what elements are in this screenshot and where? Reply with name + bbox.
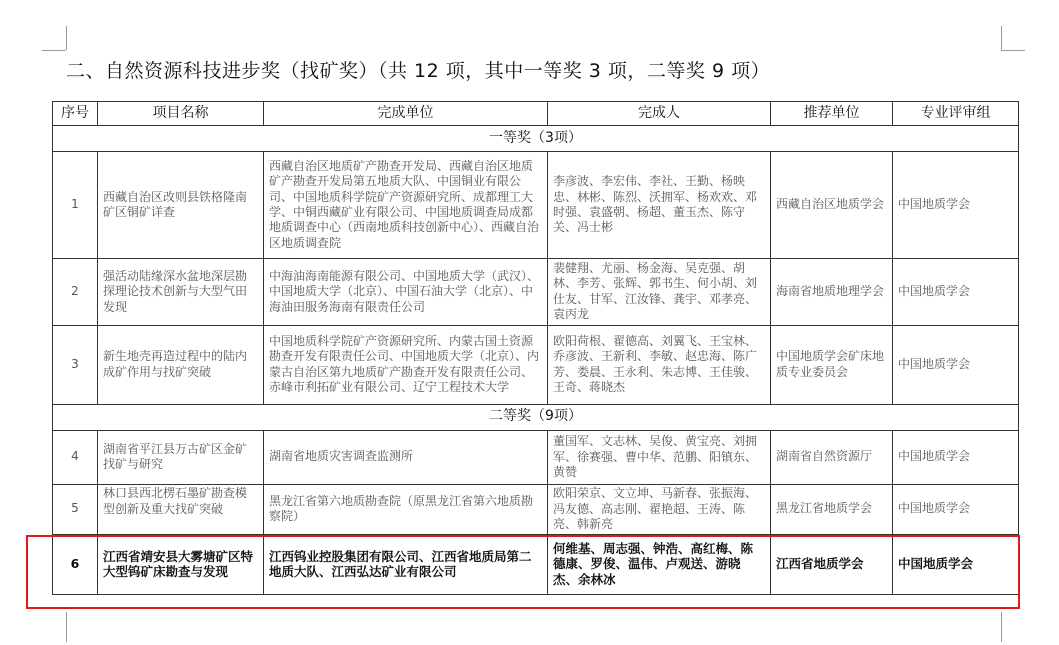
table-row: [53, 325, 1019, 404]
header-people: 完成人: [548, 102, 771, 126]
cell-project-name: 强活动陆缘深水盆地深层勘探理论技术创新与大型气田发现: [98, 259, 264, 326]
cell-no: 6: [53, 534, 98, 594]
crop-mark: [1001, 26, 1002, 50]
section-second-prize: 二等奖（9项）: [53, 404, 1019, 430]
cell-review-group: 中国地质学会: [893, 152, 1019, 259]
cell-review-group: 中国地质学会: [893, 259, 1019, 326]
cell-recommender: 西藏自治区地质学会: [771, 152, 893, 259]
cell-recommender: 湖南省自然资源厅: [771, 430, 893, 484]
crop-mark: [1001, 50, 1025, 51]
cell-people: [548, 484, 771, 534]
page-title: 二、自然资源科技进步奖（找矿奖）（共 12 项，其中一等奖 3 项，二等奖 9 项）: [66, 60, 771, 82]
table-header-row: [53, 102, 1019, 126]
cell-recommender: 江西省地质学会: [771, 534, 893, 594]
cell-people: 何维基、周志强、钟浩、高红梅、陈德康、罗俊、温伟、卢观送、游晓杰、余林冰: [548, 534, 771, 594]
cell-no: 4: [53, 430, 98, 484]
header-recommender: 推荐单位: [771, 102, 893, 126]
cell-units: 江西钨业控股集团有限公司、江西省地质局第二地质大队、江西弘达矿业有限公司: [264, 534, 548, 594]
cell-project-name: 新生地壳再造过程中的陆内成矿作用与找矿突破: [98, 325, 264, 404]
cell-people: [548, 430, 771, 484]
cell-review-group: 中国地质学会: [893, 534, 1019, 594]
cell-recommender: 海南省地质地理学会: [771, 259, 893, 326]
crop-mark: [66, 612, 67, 642]
table-row: [53, 484, 1019, 534]
cell-units: 黑龙江省第六地质勘查院（原黑龙江省第六地质勘察院）: [264, 484, 548, 534]
cell-units: 湖南省地质灾害调查监测所: [264, 430, 548, 484]
table-row: [53, 430, 1019, 484]
cell-units: 中海油海南能源有限公司、中国地质大学（武汉）、中国地质大学（北京）、中国石油大学（北京）、中海油田服务海南有限责任公司: [264, 259, 548, 326]
section-row: [53, 404, 1019, 430]
cell-people: 裴健翔、尤丽、杨金海、吴克强、胡林、李芳、张辉、郭书生、何小胡、刘仕友、甘军、江汝锋、龚宇、邓孝亮、袁丙龙: [548, 259, 771, 326]
header-project-name: 项目名称: [98, 102, 264, 126]
cell-project-name: 湖南省平江县万古矿区金矿找矿与研究: [98, 430, 264, 484]
cell-units: 西藏自治区地质矿产勘查开发局、西藏自治区地质矿产勘查开发局第五地质大队、中国铜业有限公司、中国地质科学院矿产资源研究所、成都理工大学、中铜西藏矿业有限公司、中国地质调查局成都地质调查中心（西南地质科技创新中心）、西藏自治区地质调查院: [264, 152, 548, 259]
cell-review-group: 中国地质学会: [893, 430, 1019, 484]
cell-recommender: 黑龙江省地质学会: [771, 484, 893, 534]
cell-no: 5: [53, 484, 98, 534]
table-row: [53, 259, 1019, 326]
cell-people: 欧阳荷根、翟德高、刘翼飞、王宝林、乔彦波、王新利、李敏、赵忠海、陈广芳、娄晨、王永利、朱志博、王佳骏、王奇、蒋晓杰: [548, 325, 771, 404]
cell-project-name: [98, 484, 264, 534]
header-review-group: 专业评审组: [893, 102, 1019, 126]
section-row: [53, 126, 1019, 152]
cell-people: 李彦波、李宏伟、李社、王勤、杨映忠、林彬、陈烈、沃拥军、杨欢欢、邓时强、袁盛朝、杨超、董玉杰、陈守关、冯士彬: [548, 152, 771, 259]
section-first-prize: 一等奖（3项）: [53, 126, 1019, 152]
cell-units: 中国地质科学院矿产资源研究所、内蒙古国土资源勘查开发有限责任公司、中国地质大学（北京）、内蒙古自治区第九地质矿产勘查开发有限责任公司、赤峰市利拓矿业有限公司、辽宁工程技术大学: [264, 325, 548, 404]
header-units: 完成单位: [264, 102, 548, 126]
cell-recommender: 中国地质学会矿床地质专业委员会: [771, 325, 893, 404]
cell-no: 3: [53, 325, 98, 404]
cell-review-group: 中国地质学会: [893, 484, 1019, 534]
crop-mark: [42, 50, 66, 51]
cell-no: 1: [53, 152, 98, 259]
cell-people-text: 欧阳荣京、文立坤、马新春、张振海、冯友德、高志刚、翟艳超、王涛、陈亮、韩新亮: [553, 486, 758, 531]
awards-table: [52, 101, 1019, 595]
crop-mark: [66, 26, 67, 50]
crop-mark: [1001, 612, 1002, 642]
header-no: 序号: [53, 102, 98, 126]
cell-people-text: 董国军、文志林、吴俊、黄宝亮、刘拥军、徐赛强、曹中华、范鹏、阳镇东、黄赞: [553, 434, 758, 479]
table-row-highlighted: [53, 534, 1019, 594]
cell-project-name: 西藏自治区改则县铁格隆南矿区铜矿详查: [98, 152, 264, 259]
cell-no: 2: [53, 259, 98, 326]
cell-review-group: 中国地质学会: [893, 325, 1019, 404]
cell-project-name: 江西省靖安县大雾塘矿区特大型钨矿床勘查与发现: [98, 534, 264, 594]
cell-project-name-text: 林口县西北楞石墨矿勘查模型创新及重大找矿突破: [103, 486, 248, 516]
table-row: [53, 152, 1019, 259]
